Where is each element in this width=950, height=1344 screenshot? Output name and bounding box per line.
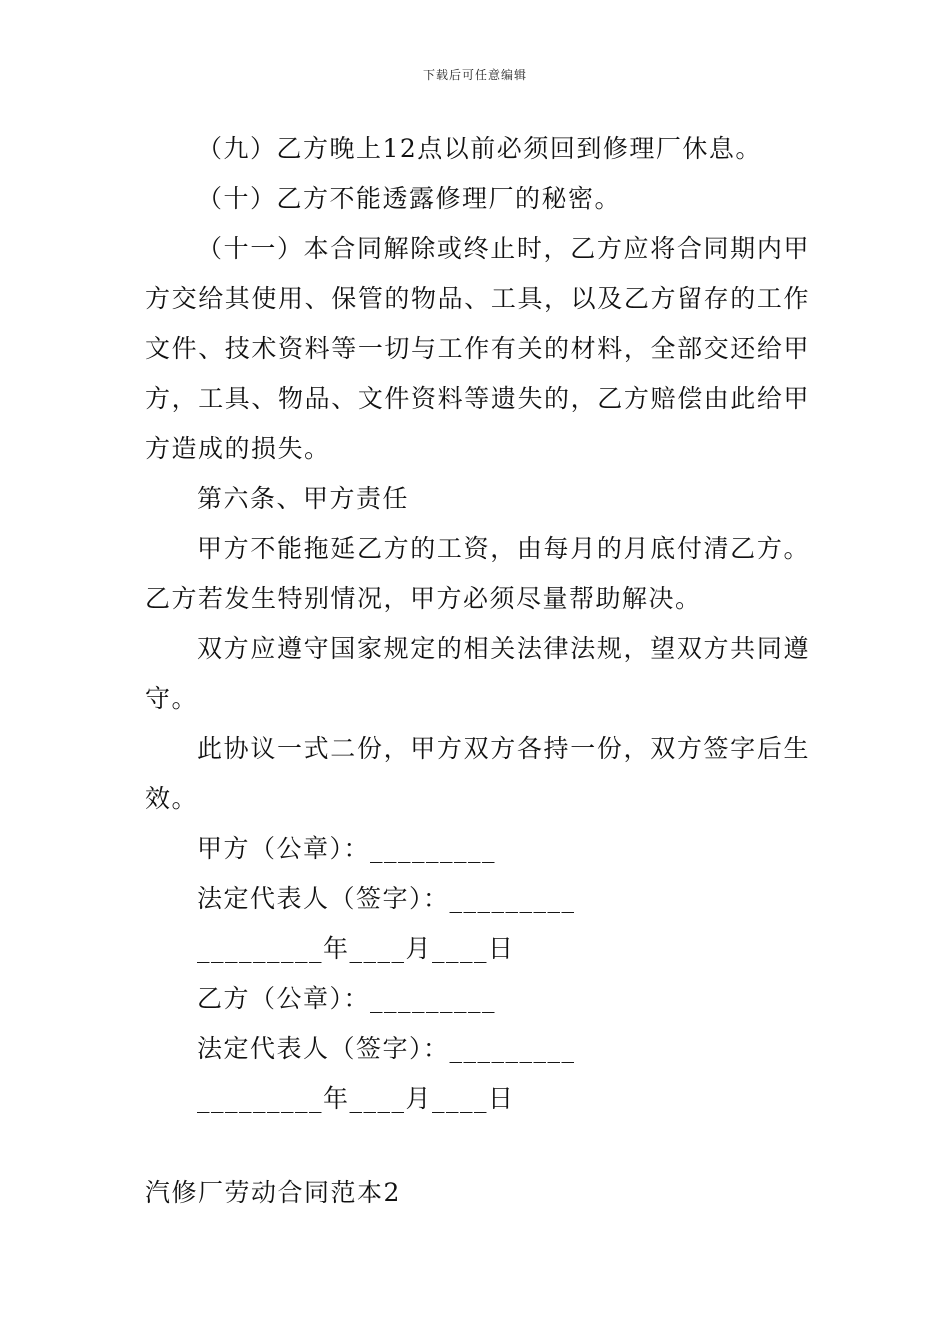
clause-ten: （十）乙方不能透露修理厂的秘密。 [197, 184, 622, 213]
party-b-representative-line: 法定代表人（签字）：_________ [197, 1034, 576, 1063]
party-b-seal-line: 乙方（公章）：_________ [197, 984, 497, 1013]
party-a-seal-line: 甲方（公章）：_________ [197, 834, 497, 863]
party-b-date-line: _________年____月____日 [197, 1084, 515, 1113]
header-note: 下载后可任意编辑 [422, 68, 527, 82]
article-six-heading: 第六条、甲方责任 [197, 484, 410, 513]
clause-eleven: （十一）本合同解除或终止时，乙方应将合同期内甲方交给其使用、保管的物品、工具，以及乙方留存的工作文件、技术资料等一切与工作有关的材料，全部交还给甲方，工具、物品、文件资料等遗失的，乙方赔偿由此给甲方造成的损失。 [145, 234, 810, 463]
clause-nine: （九）乙方晚上12点以前必须回到修理厂休息。 [197, 134, 762, 163]
next-section-title: 汽修厂劳动合同范本2 [145, 1178, 401, 1207]
law-compliance: 双方应遵守国家规定的相关法律法规，望双方共同遵守。 [145, 634, 810, 713]
contract-body [145, 124, 810, 1124]
party-a-date-line: _________年____月____日 [197, 934, 515, 963]
party-a-representative-line: 法定代表人（签字）：_________ [197, 884, 576, 913]
party-a-duty: 甲方不能拖延乙方的工资，由每月的月底付清乙方。乙方若发生特别情况，甲方必须尽量帮助解决。 [145, 534, 810, 613]
copies-clause: 此协议一式二份，甲方双方各持一份，双方签字后生效。 [145, 734, 810, 813]
